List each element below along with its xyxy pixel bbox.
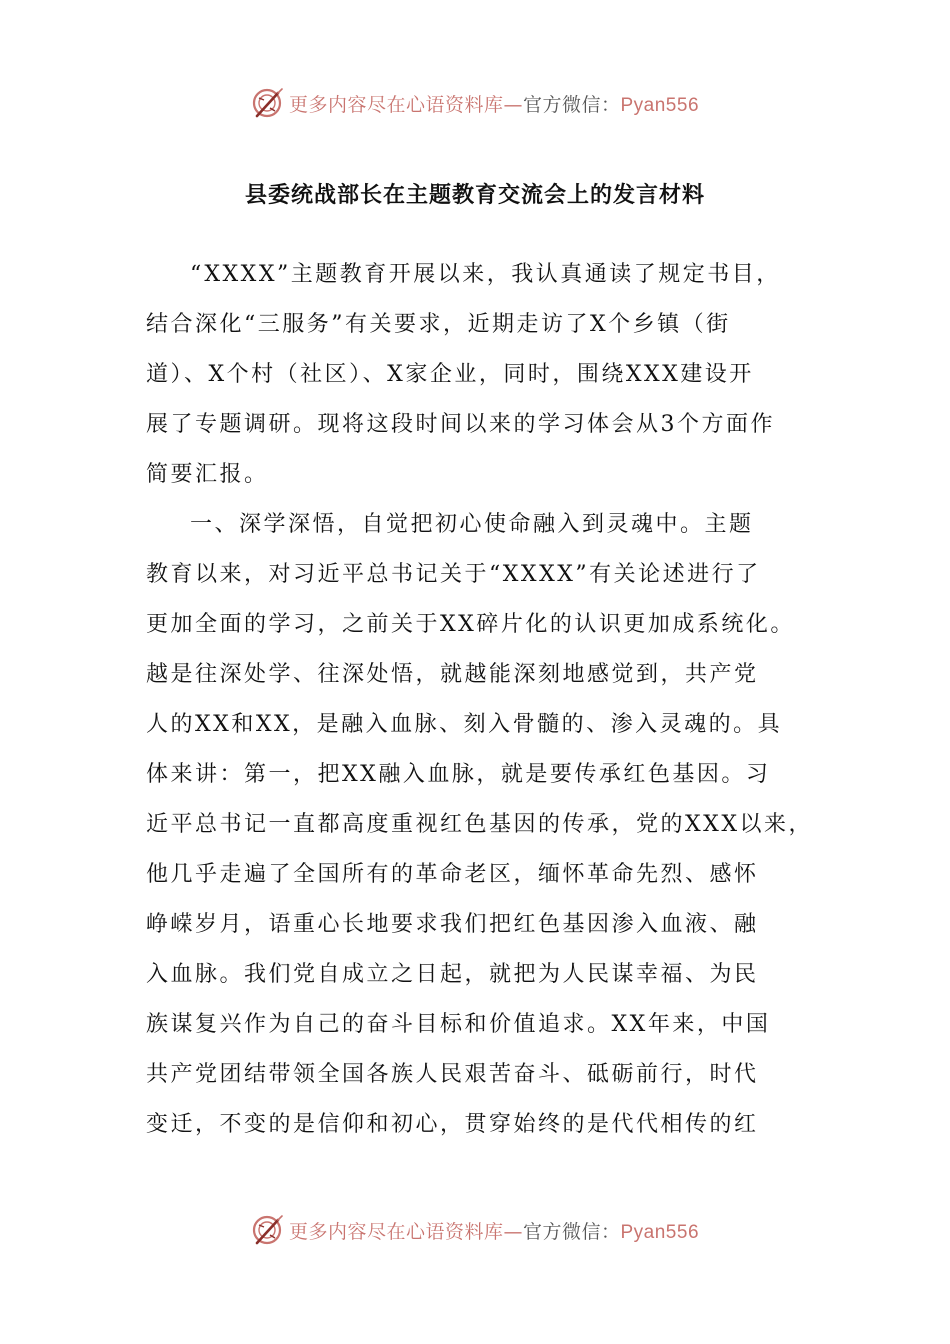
body-line: 变迁，不变的是信仰和初心，贯穿始终的是代代相传的红 (146, 1112, 759, 1137)
body-line: 一、深学深悟，自觉把初心使命融入到灵魂中。主题 (190, 512, 754, 537)
body-line: 近平总书记一直都高度重视红色基因的传承，党的XXX以来， (146, 812, 813, 837)
body-line: 结合深化“三服务”有关要求，近期走访了X个乡镇（街 (146, 312, 731, 337)
footer-banner (0, 1210, 950, 1250)
banner-wechat-id: Pyan556 (620, 1221, 700, 1243)
body-line: 道）、X个村（社区）、X家企业，同时，围绕XXX建设开 (146, 362, 754, 387)
header-banner (0, 83, 950, 123)
pen-logo-icon (251, 1213, 285, 1247)
banner-library-text: 更多内容尽在心语资料库— (288, 93, 523, 116)
document-body (146, 250, 826, 1150)
body-line: 更加全面的学习，之前关于XX碎片化的认识更加成系统化。 (146, 612, 795, 637)
body-line: 峥嵘岁月，语重心长地要求我们把红色基因渗入血液、融 (146, 912, 759, 937)
body-line: “XXXX”主题教育开展以来，我认真通读了规定书目， (190, 262, 781, 287)
body-line: 展了专题调研。现将这段时间以来的学习体会从3个方面作 (146, 412, 775, 437)
body-line: 共产党团结带领全国各族人民艰苦奋斗、砥砺前行，时代 (146, 1062, 759, 1087)
body-line: 体来讲：第一，把XX融入血脉，就是要传承红色基因。习 (146, 762, 771, 787)
body-line: 越是往深处学、往深处悟，就越能深刻地感觉到，共产党 (146, 662, 759, 687)
body-line: 简要汇报。 (146, 462, 269, 487)
pen-logo-icon (251, 86, 285, 120)
body-line: 入血脉。我们党自成立之日起，就把为人民谋幸福、为民 (146, 962, 759, 987)
body-line: 人的XX和XX，是融入血脉、刻入骨髓的、渗入灵魂的。具 (146, 712, 783, 737)
banner-wechat-label: 官方微信： (522, 1220, 621, 1243)
body-line: 教育以来，对习近平总书记关于“XXXX”有关论述进行了 (146, 562, 761, 587)
body-line: 他几乎走遍了全国所有的革命老区，缅怀革命先烈、感怀 (146, 862, 759, 887)
document-title: 县委统战部长在主题教育交流会上的发言材料 (244, 183, 705, 208)
banner-wechat-label: 官方微信： (522, 93, 621, 116)
banner-wechat-id: Pyan556 (620, 94, 700, 116)
banner-text (289, 1217, 699, 1244)
banner-library-text: 更多内容尽在心语资料库— (288, 1220, 523, 1243)
banner-text (289, 90, 699, 117)
body-line: 族谋复兴作为自己的奋斗目标和价值追求。XX年来，中国 (146, 1012, 771, 1037)
